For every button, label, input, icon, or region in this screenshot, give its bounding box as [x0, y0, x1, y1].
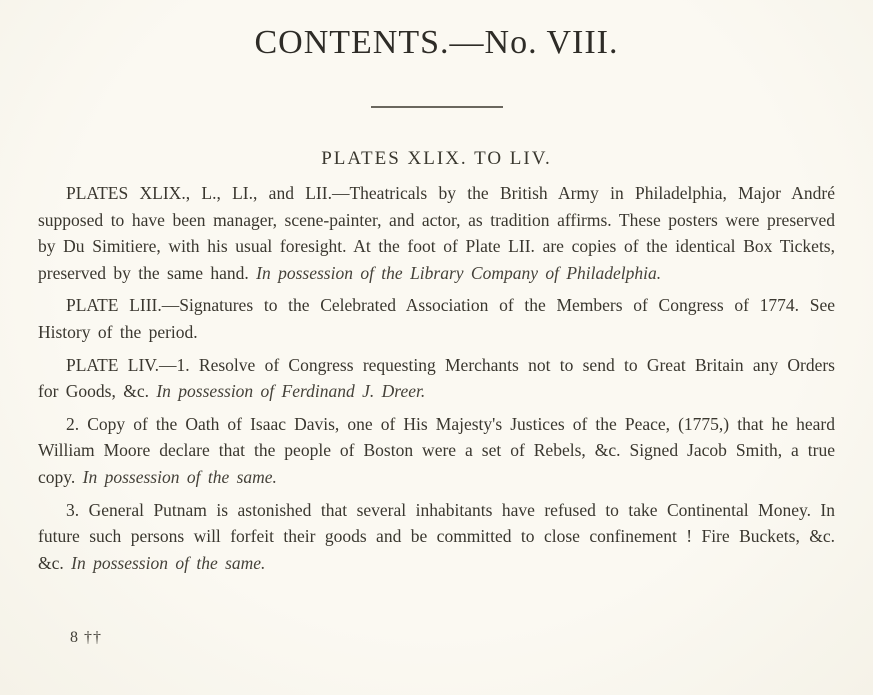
divider-rule	[371, 106, 503, 108]
paragraph-text: 2. Copy of the Oath of Isaac Davis, one of His Majesty's Justices of the Peace, (1775,) that he heard William Moore declare that the people of Boston were a set of Rebels, &c. Signed Jacob Smith, a true copy.	[38, 413, 835, 487]
paragraph-text: PLATES XLIX., L., LI., and LII.—Theatricals by the British Army in Philadelphia, Major André supposed to have been manager, scene-painter, and actor, as tradition affirms. These posters were preserved by Du Simitiere, with his usual foresight. At the foot of Plate LII. are copies of the identical Box Tickets, preserved by the same hand.	[38, 183, 835, 283]
possession-credit: In possession of Ferdinand J. Dreer.	[156, 381, 426, 402]
paragraph-plate-liii	[38, 292, 835, 345]
paragraph-plates-xlix-lii	[38, 180, 835, 286]
document-body	[38, 180, 835, 576]
paragraph-plate-liv-item2	[38, 411, 835, 491]
section-heading: PLATES XLIX. TO LIV.	[321, 148, 552, 169]
paragraph-plate-liv-item1	[38, 352, 835, 405]
paragraph-text: 3. General Putnam is astonished that several inhabitants have refused to take Continental Money. In future such persons will forfeit their goods and be committed to close confinement ! Fire Buckets, &c. &c.	[38, 499, 835, 573]
possession-credit: In possession of the Library Company of Philadelphia.	[256, 262, 662, 283]
paragraph-text: PLATE LIII.—Signatures to the Celebrated Association of the Members of Congress of 1774. See History of the period.	[38, 295, 835, 342]
possession-credit: In possession of the same.	[82, 466, 277, 487]
paragraph-plate-liv-item3	[38, 497, 835, 577]
possession-credit: In possession of the same.	[71, 552, 266, 573]
paragraph-text: PLATE LIV.—1. Resolve of Congress requesting Merchants not to send to Great Britain any Orders for Goods, &c.	[38, 354, 835, 402]
page-title: CONTENTS.—No. VIII.	[254, 24, 619, 61]
page-number: 8 ††	[70, 629, 102, 646]
